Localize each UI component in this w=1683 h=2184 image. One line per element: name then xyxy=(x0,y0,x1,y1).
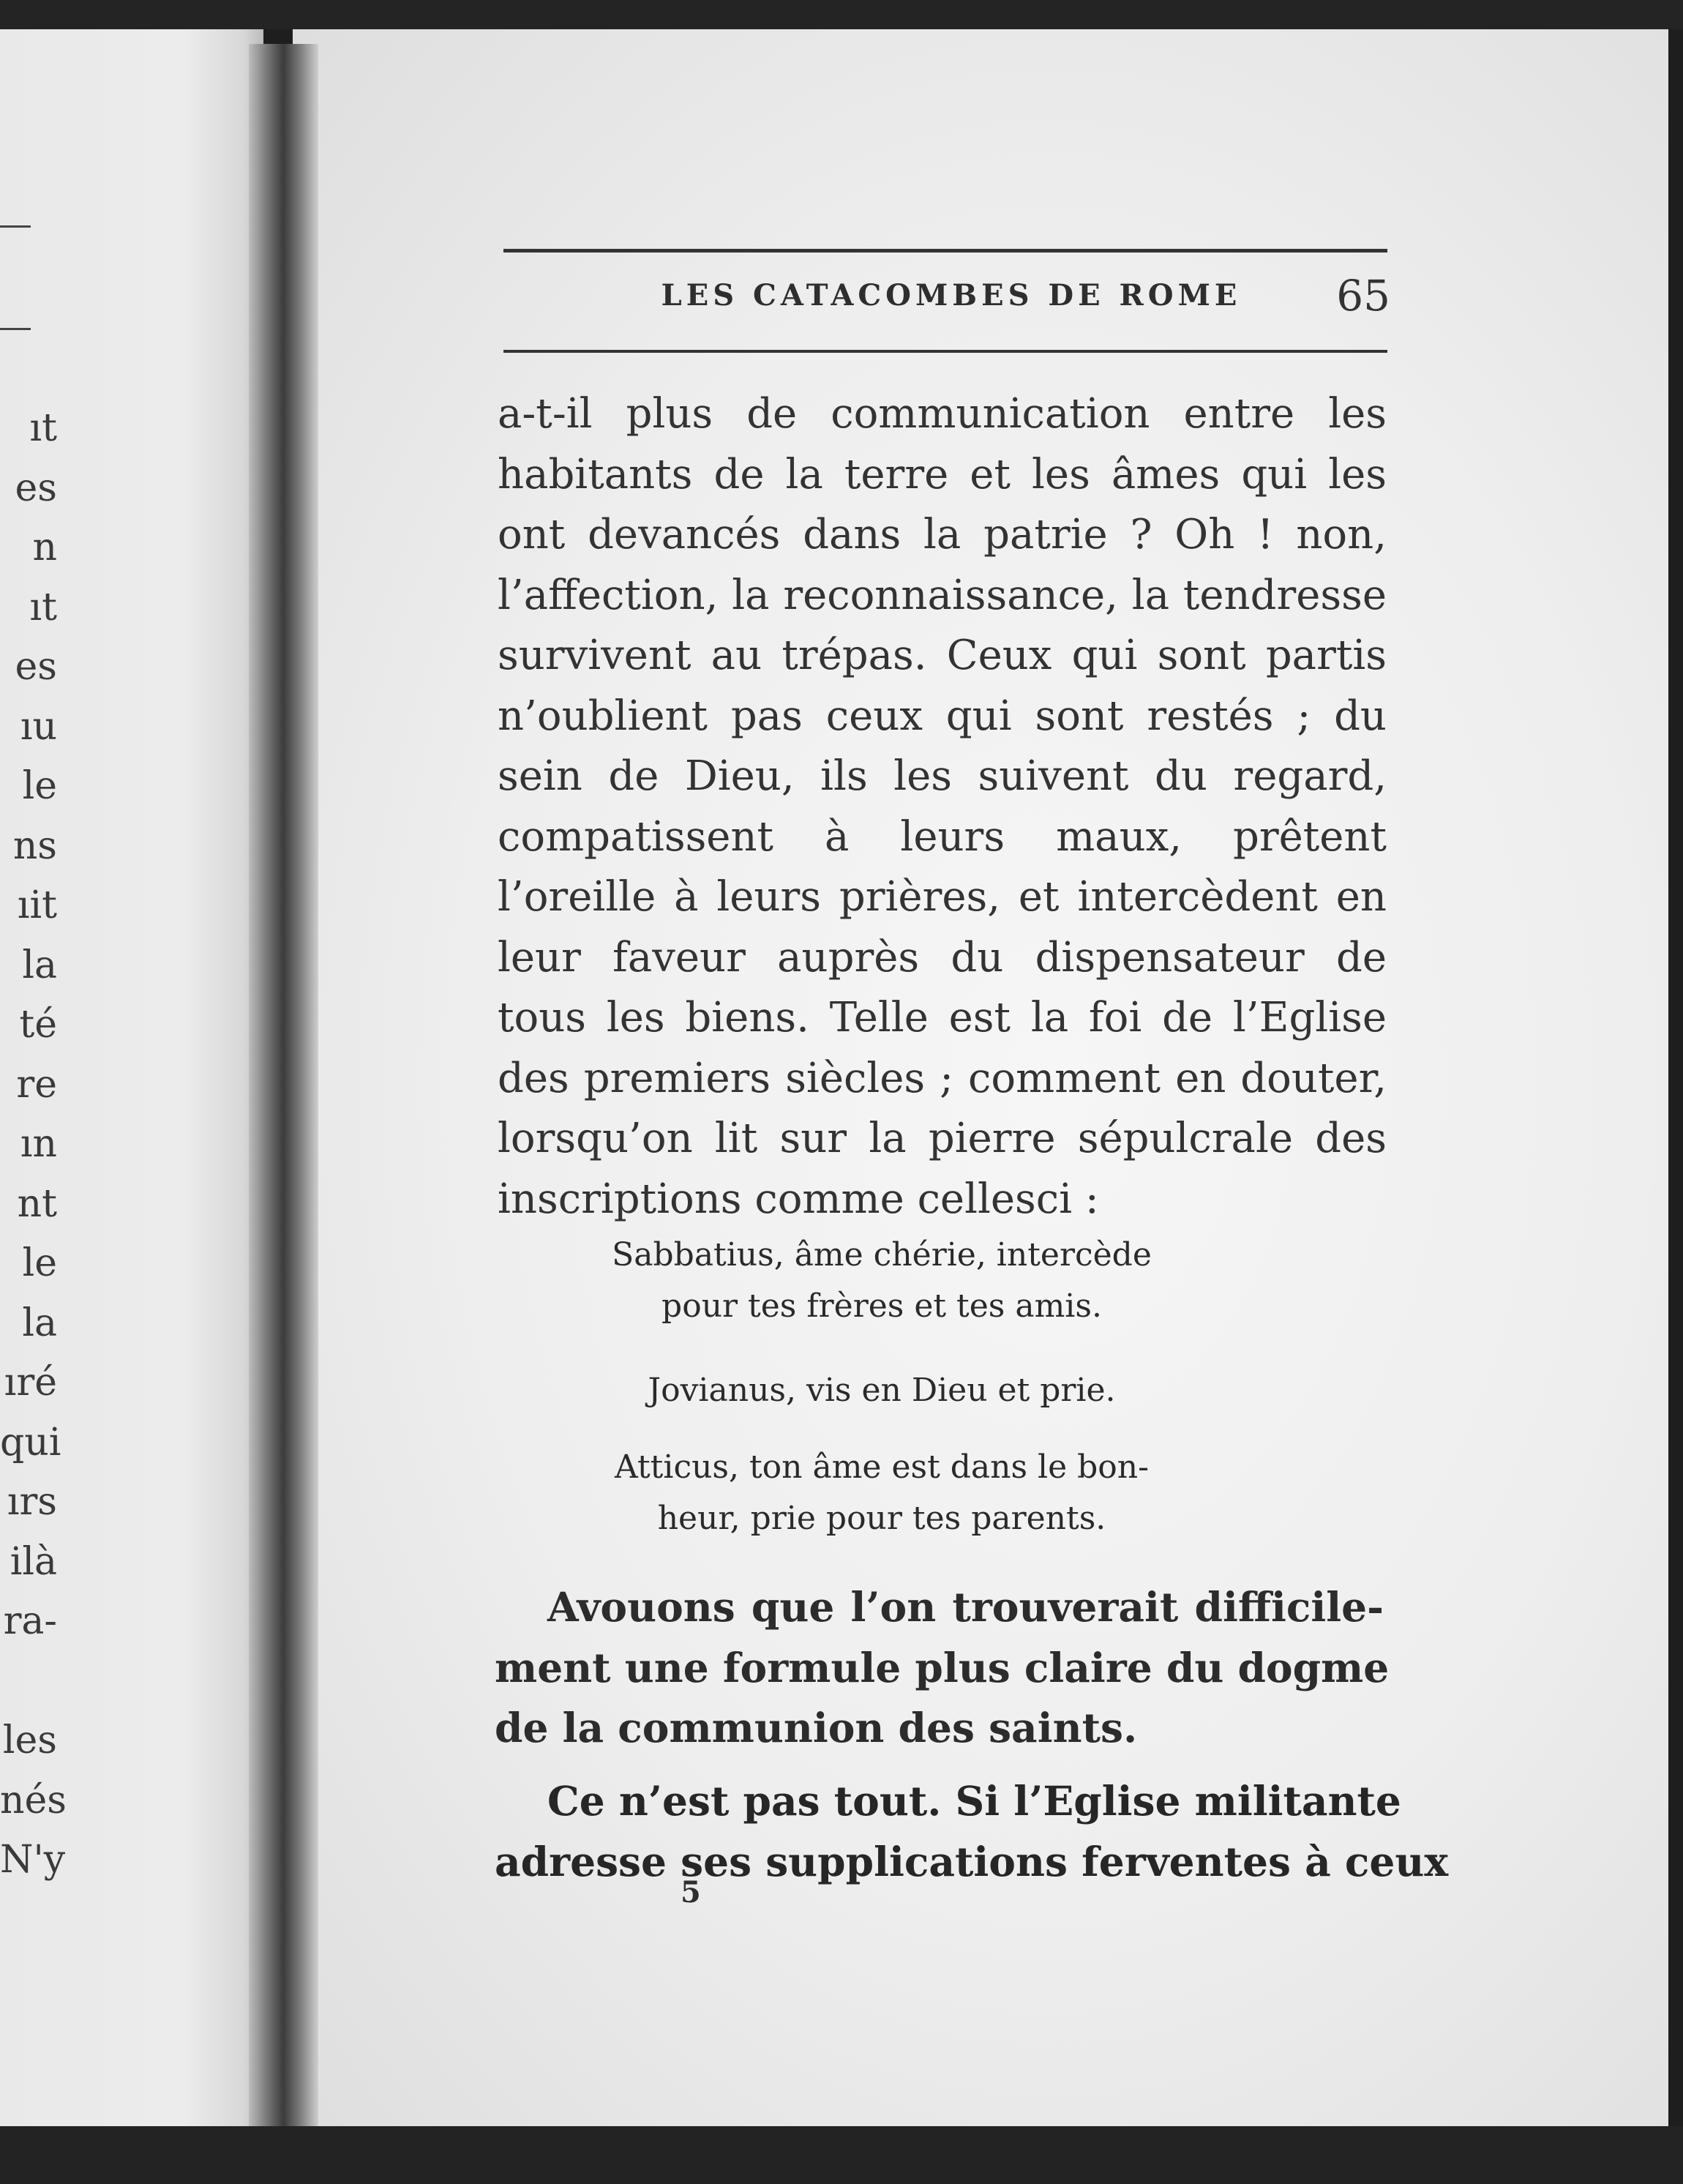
text-line: l’oreille à leurs prières, et intercèdent en xyxy=(498,873,1387,921)
paragraph-1 xyxy=(498,384,1387,1230)
header-rule-top xyxy=(503,249,1387,253)
left-fragment: ıt xyxy=(29,585,57,629)
text-line: adresse ses supplications ferventes à ceux xyxy=(495,1837,1449,1885)
text-line: Avouons que l’on trouverait difficile- xyxy=(547,1583,1384,1631)
left-fragment: es xyxy=(15,645,57,689)
left-fragment: N'y xyxy=(0,1838,66,1882)
left-fragment: ın xyxy=(20,1122,57,1166)
text-line: inscriptions comme cellesci : xyxy=(498,1175,1099,1223)
left-fragment: le xyxy=(22,764,57,808)
inscription-atticus xyxy=(498,1442,1266,1544)
left-fragment: le xyxy=(22,1241,57,1285)
page-number: 65 xyxy=(1336,271,1390,321)
left-fragment: ıu xyxy=(20,704,57,749)
inscription-line: Sabbatius, âme chérie, intercède xyxy=(612,1236,1152,1274)
left-fragment: la xyxy=(22,1301,57,1345)
text-line: ont devancés dans la patrie ? Oh ! non, xyxy=(498,511,1387,558)
signature-mark: 5 xyxy=(681,1875,701,1910)
scanner-bottom-edge xyxy=(0,2126,1683,2184)
text-line: ment une formule plus claire du dogme xyxy=(495,1643,1390,1691)
left-facing-page xyxy=(0,29,263,2137)
left-fragment: ilà xyxy=(10,1539,57,1584)
text-line: compatissent à leurs maux, prêtent xyxy=(498,812,1387,861)
paragraph-2 xyxy=(495,1577,1390,1759)
left-fragment: n xyxy=(32,526,57,569)
left-fragment: té xyxy=(19,1003,57,1047)
text-line: habitants de la terre et les âmes qui les xyxy=(498,450,1387,498)
left-fragment: la xyxy=(22,943,57,987)
left-fragment: ns xyxy=(12,823,57,868)
left-fragment: ıré xyxy=(4,1361,57,1405)
inscription-line: Atticus, ton âme est dans le bon- xyxy=(615,1448,1149,1486)
left-fragment: les xyxy=(2,1719,57,1762)
text-line: a-t-il plus de communication entre les xyxy=(498,390,1387,438)
left-fragment: nés xyxy=(0,1778,67,1822)
paragraph-3 xyxy=(495,1771,1449,1892)
left-fragment: qui xyxy=(0,1420,61,1465)
text-line: tous les biens. Telle est la foi de l’Eglise xyxy=(498,994,1387,1041)
left-fragment: ıit xyxy=(17,883,57,927)
left-fragment: ıt xyxy=(29,406,57,450)
inscription-jovianus xyxy=(498,1365,1266,1416)
text-line: des premiers siècles ; comment en douter, xyxy=(498,1054,1387,1102)
left-fragment: ırs xyxy=(7,1480,57,1524)
inscription-line: Jovianus, vis en Dieu et prie. xyxy=(648,1372,1116,1409)
left-fragment: nt xyxy=(17,1181,57,1226)
left-page-line-endings xyxy=(0,399,67,1891)
left-fragment xyxy=(0,1652,57,1712)
scanner-top-edge xyxy=(0,0,1683,29)
header-rule-bottom xyxy=(503,350,1387,353)
text-line: survivent au trépas. Ceux qui sont partis xyxy=(498,632,1387,679)
left-fragment: ra- xyxy=(3,1599,57,1643)
text-line: Ce n’est pas tout. Si l’Eglise militante xyxy=(547,1777,1401,1825)
book-gutter xyxy=(249,44,318,2130)
left-page-rule-top xyxy=(0,225,31,228)
text-line: lorsqu’on lit sur la pierre sépulcrale des xyxy=(498,1115,1387,1162)
running-head-title: LES CATACOMBES DE ROME xyxy=(661,278,1242,313)
text-line: l’affection, la reconnaissance, la tendresse xyxy=(498,571,1387,619)
inscription-line: pour tes frères et tes amis. xyxy=(661,1287,1102,1325)
text-line: leur faveur auprès du dispensateur de xyxy=(498,933,1387,981)
text-line: de la communion des saints. xyxy=(495,1704,1138,1751)
left-page-rule-bottom xyxy=(0,328,31,330)
text-line: n’oublient pas ceux qui sont restés ; du xyxy=(498,692,1387,740)
left-fragment: re xyxy=(16,1062,57,1107)
inscription-line: heur, prie pour tes parents. xyxy=(657,1500,1106,1537)
text-line: sein de Dieu, ils les suivent du regard, xyxy=(498,752,1387,800)
inscription-sabbatius xyxy=(498,1230,1266,1332)
left-fragment: es xyxy=(15,465,57,510)
